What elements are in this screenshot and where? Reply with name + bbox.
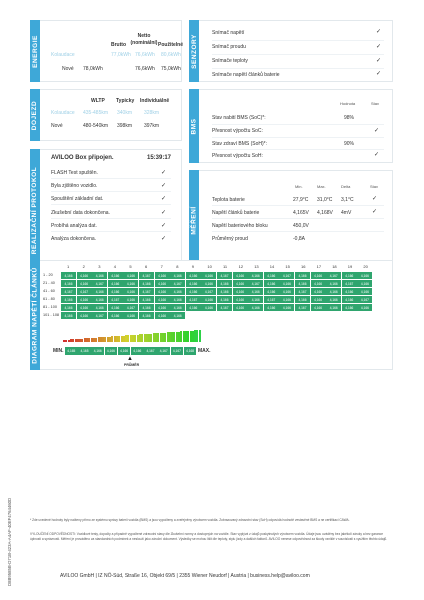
grid-cell: 4,166: [279, 280, 294, 287]
grid-column-header: 7: [160, 264, 163, 269]
grid-cell: 4,167: [295, 288, 310, 295]
grid-cell: 4,166: [186, 304, 201, 311]
diagram-tab: DIAGRAM NAPĚTÍ ČLÁNKŮ: [30, 260, 40, 370]
grid-cell: 4,166: [311, 288, 326, 295]
side-document-id: D8B9585B-D71B-423A-A4AF-40EF4764460D: [7, 497, 12, 586]
protocol-step: Probíhá analýza dat.: [51, 223, 97, 229]
grid-cell: 4,166: [123, 312, 138, 319]
grid-column-header: 18: [332, 264, 337, 269]
grid-cell: 4,166: [186, 288, 201, 295]
grid-cell: 4,166: [139, 280, 154, 287]
grid-column-header: 20: [363, 264, 368, 269]
grid-cell: 4,166: [342, 304, 357, 311]
energy-cell: 78,0kWh: [83, 66, 103, 72]
minmax-cell: 4,165: [65, 347, 78, 355]
grid-cell: 4,167: [186, 296, 201, 303]
grid-cell: 4,166: [108, 280, 123, 287]
min-label: MIN.: [53, 348, 64, 354]
grid-cell: 4,166: [264, 280, 279, 287]
check-icon: ✓: [374, 128, 380, 134]
protocol-step: Byla zjištěno vozidlo.: [51, 183, 98, 189]
grid-cell: 4,167: [77, 288, 92, 295]
minmax-cell: 4,167: [157, 347, 170, 355]
protocol-panel: [30, 149, 182, 271]
grid-cell: 4,167: [326, 272, 341, 279]
range-panel: [30, 89, 182, 141]
grid-cell: 4,167: [217, 272, 232, 279]
grid-cell: 4,166: [201, 296, 216, 303]
footnote-1: * Zde uvedené hodnoty byly načteny přímo ze systému správy baterií vozidla (BMS) a jsou vypočteny a zveřejněny výrobcem vozidla. Zobrazovaný zdravotní stav (SoH) odpovídá hodnotě vestavěné BMS a ne certifikaci CAWA.: [30, 518, 350, 522]
grid-cell: 4,166: [264, 304, 279, 311]
grid-column-header: 12: [238, 264, 244, 269]
energy-header-2: Netto (nominální): [130, 33, 158, 46]
grid-cell: 4,166: [77, 280, 92, 287]
grid-row-label: 101 - 108: [43, 313, 60, 317]
grid-cell: 4,167: [61, 288, 76, 295]
sensors-panel: [189, 20, 393, 82]
range-cell: 340km: [117, 110, 133, 116]
grid-cell: 4,166: [170, 304, 185, 311]
bms-item: Přesnost výpočtu SoC:: [212, 128, 263, 134]
grid-cell: 4,166: [342, 272, 357, 279]
grid-cell: 4,166: [61, 280, 76, 287]
meas-label: Teplota baterie: [212, 197, 245, 203]
grid-cell: 4,166: [77, 304, 92, 311]
check-icon: ✓: [376, 58, 382, 64]
max-label: MAX.: [198, 348, 211, 354]
grid-cell: 4,166: [295, 280, 310, 287]
marker-icon: ▲: [127, 356, 133, 362]
protocol-time: 15:39:17: [147, 155, 172, 161]
grid-cell: 4,166: [186, 280, 201, 287]
grid-cell: 4,166: [248, 304, 263, 311]
meas-header: Min.: [295, 184, 303, 189]
grid-cell: 4,166: [155, 312, 170, 319]
grid-cell: 4,166: [357, 272, 372, 279]
grid-cell: 4,166: [248, 272, 263, 279]
grid-cell: 4,167: [108, 296, 123, 303]
grid-column-header: 10: [207, 264, 212, 269]
grid-row-label: 61 - 80: [43, 297, 55, 301]
meas-value: 3,1°C: [341, 197, 354, 203]
meas-value: 31,0°C: [317, 197, 333, 203]
grid-cell: 4,166: [264, 272, 279, 279]
grid-cell: 4,166: [201, 280, 216, 287]
bms-item: Stav zdraví BMS (SoH)*:: [212, 141, 268, 147]
meas-header: Max.: [317, 184, 326, 189]
bms-header-status: Stav: [371, 101, 380, 106]
meas-value: 4,165V: [293, 210, 309, 216]
grid-cell: 4,166: [279, 296, 294, 303]
grid-cell: 4,166: [279, 288, 294, 295]
meas-header: Delta: [341, 184, 351, 189]
grid-cell: 4,167: [92, 312, 107, 319]
sensor-item: Snímač napětí: [212, 30, 245, 36]
grid-cell: 4,166: [326, 288, 341, 295]
grid-cell: 4,166: [217, 296, 232, 303]
footnote-2: VYLOUČENÍ ODPOVĚDNOSTI: Vozidlové testy, dopočty a případně vypočtené zdravotní stavy dle Zkušební normy a dostupných na vozidle. Stav vyplývá z údajů poskytnutých výrobcem vozidla. Údaje jsou uváděny bez jakékoli záruky a bez garance úplnosti a správnosti. Měření je prováděno za standardních podmínek a neslouží jako záruční dokument. Výsledky se mohou lišit dle teploty, stylu jízdy a dalších faktorů. AVILOO nenese odpovědnost za škody vzniklé v souvislosti s využitím těchto údajů.: [30, 532, 388, 541]
grid-cell: 4,167: [248, 280, 263, 287]
check-icon: ✓: [161, 223, 167, 229]
grid-cell: 4,166: [342, 288, 357, 295]
grid-cell: 4,166: [248, 296, 263, 303]
grid-cell: 4,166: [92, 304, 107, 311]
grid-cell: 4,166: [139, 296, 154, 303]
grid-cell: 4,166: [170, 296, 185, 303]
grid-cell: 4,166: [155, 296, 170, 303]
grid-cell: 4,166: [155, 280, 170, 287]
grid-cell: 4,166: [170, 312, 185, 319]
grid-cell: 4,166: [92, 272, 107, 279]
grid-cell: 4,166: [77, 272, 92, 279]
grid-column-header: 8: [176, 264, 179, 269]
grid-cell: 4,166: [311, 280, 326, 287]
grid-cell: 4,166: [77, 296, 92, 303]
grid-row-label: 81 - 100: [43, 305, 57, 309]
grid-cell: 4,166: [326, 304, 341, 311]
grid-cell: 4,167: [92, 280, 107, 287]
footer: AVILOO GmbH | IZ NÖ-Süd, Straße 16, Objekt 69/5 | 2355 Wiener Neudorf | Austria | business.help@aviloo.com: [60, 573, 310, 579]
grid-cell: 4,166: [170, 288, 185, 295]
minmax-cell: 4,166: [118, 347, 131, 355]
range-cell: 398km: [117, 123, 133, 129]
grid-row-label: 21 - 40: [43, 281, 55, 285]
energy-panel: [30, 20, 182, 82]
grid-column-header: 11: [223, 264, 228, 269]
grid-cell: 4,166: [108, 272, 123, 279]
grid-cell: 4,166: [326, 280, 341, 287]
grid-cell: 4,166: [357, 288, 372, 295]
grid-cell: 4,166: [61, 296, 76, 303]
grid-cell: 4,167: [123, 304, 138, 311]
grid-column-header: 2: [82, 264, 85, 269]
grid-row-label: 1 - 20: [43, 273, 53, 277]
grid-column-header: 13: [254, 264, 259, 269]
grid-cell: 4,167: [201, 288, 216, 295]
energy-cell: 75,0kWh: [161, 66, 181, 72]
bms-header-value: Hodnota: [340, 101, 356, 106]
bms-panel: [189, 89, 393, 163]
grid-column-header: 9: [191, 264, 195, 269]
check-icon: ✓: [372, 196, 378, 202]
grid-cell: 4,167: [357, 296, 372, 303]
minmax-cell: 4,168: [184, 347, 197, 355]
grid-cell: 4,166: [139, 304, 154, 311]
grid-cell: 4,166: [326, 296, 341, 303]
grid-cell: 4,167: [139, 272, 154, 279]
sensors-tab: SENZORY: [189, 20, 199, 82]
energy-header-1: Brutto: [111, 42, 126, 48]
grid-column-header: 15: [285, 264, 290, 269]
grid-cell: 4,166: [357, 280, 372, 287]
grid-cell: 4,166: [61, 272, 76, 279]
bms-value: 98%: [344, 115, 355, 121]
protocol-tab: REALIZAČNÍ PROTOKOL: [30, 149, 40, 271]
grid-cell: 4,166: [170, 272, 185, 279]
grid-cell: 4,166: [201, 272, 216, 279]
grid-column-header: 4: [113, 264, 117, 269]
bms-tab: BMS: [189, 89, 199, 163]
bms-item: Přesnost výpočtu SoH:: [212, 153, 263, 159]
minmax-cell: 4,165: [78, 347, 91, 355]
diagram-panel: [30, 260, 393, 370]
grid-column-header: 14: [269, 264, 275, 269]
protocol-step: Analýza dokončena.: [51, 236, 97, 242]
protocol-title: AVILOO Box připojen.: [51, 155, 114, 161]
sensor-item: Snímač proudu: [212, 44, 246, 50]
grid-cell: 4,166: [123, 272, 138, 279]
check-icon: ✓: [161, 196, 167, 202]
grid-cell: 4,166: [108, 304, 123, 311]
meas-label: Napětí článků baterie: [212, 210, 260, 216]
grid-cell: 4,166: [92, 288, 107, 295]
grid-cell: 4,166: [295, 272, 310, 279]
gauge-segment: [199, 330, 201, 342]
grid-cell: 4,166: [123, 288, 138, 295]
grid-cell: 4,166: [108, 288, 123, 295]
grid-column-header: 5: [129, 264, 132, 269]
grid-cell: 4,167: [342, 280, 357, 287]
check-icon: ✓: [376, 29, 382, 35]
energy-cell: 76,6kWh: [135, 52, 155, 58]
meas-value: 4mV: [341, 210, 352, 216]
check-icon: ✓: [161, 236, 167, 242]
minmax-cell: 4,167: [144, 347, 157, 355]
energy-header-3: Použitelné: [158, 42, 184, 48]
marker-label: PRŮMĚR: [124, 363, 140, 367]
grid-cell: 4,166: [123, 280, 138, 287]
meas-value: 450,0V: [293, 223, 309, 229]
sensor-item: Snímače napětí článků baterie: [212, 72, 280, 78]
grid-column-header: 19: [347, 264, 353, 269]
measurements-panel: [189, 170, 393, 271]
check-icon: ✓: [161, 183, 167, 189]
check-icon: ✓: [372, 209, 378, 215]
grid-cell: 4,166: [155, 288, 170, 295]
energy-cell: 77,0kWh: [111, 52, 131, 58]
grid-cell: 4,166: [123, 296, 138, 303]
grid-cell: 4,167: [139, 288, 154, 295]
check-icon: ✓: [374, 152, 380, 158]
meas-header: Stav: [370, 184, 379, 189]
grid-cell: 4,166: [279, 304, 294, 311]
minmax-cell: 4,166: [91, 347, 104, 355]
grid-cell: 4,166: [217, 288, 232, 295]
meas-value: 27,9°C: [293, 197, 309, 203]
grid-cell: 4,166: [357, 304, 372, 311]
grid-column-header: 3: [98, 264, 101, 269]
range-header-2: Typicky: [116, 98, 135, 104]
range-header-3: Individuálně: [140, 98, 170, 104]
bms-item: Stav nabití BMS (SoC)*:: [212, 115, 266, 121]
bms-value: 90%: [344, 141, 355, 147]
grid-cell: 4,166: [155, 272, 170, 279]
grid-cell: 4,167: [295, 304, 310, 311]
meas-label: Průměrný proud: [212, 236, 248, 242]
grid-cell: 4,166: [61, 304, 76, 311]
range-cell: 480-540km: [83, 123, 109, 129]
grid-column-header: 17: [316, 264, 322, 269]
grid-cell: 4,167: [170, 280, 185, 287]
grid-column-header: 6: [145, 264, 148, 269]
grid-cell: 4,166: [311, 272, 326, 279]
grid-cell: 4,167: [279, 272, 294, 279]
protocol-step: FLASH Test spuštěn.: [51, 170, 98, 176]
grid-cell: 4,167: [217, 304, 232, 311]
grid-cell: 4,166: [233, 280, 248, 287]
range-header-1: WLTP: [91, 98, 105, 104]
grid-cell: 4,166: [155, 304, 170, 311]
energy-row-label: Kolaudace: [51, 52, 75, 58]
energy-cell: 80,6kWh: [161, 52, 181, 58]
check-icon: ✓: [161, 170, 167, 176]
grid-cell: 4,166: [295, 296, 310, 303]
grid-cell: 4,166: [92, 296, 107, 303]
range-row-label: Nové: [51, 123, 63, 129]
check-icon: ✓: [376, 44, 382, 50]
check-icon: ✓: [376, 71, 382, 77]
grid-cell: 4,166: [248, 288, 263, 295]
measurements-tab: MĚŘENÍ: [189, 170, 199, 271]
meas-value: -0,8A: [293, 236, 305, 242]
grid-cell: 4,166: [233, 304, 248, 311]
range-tab: DOJEZD: [30, 89, 40, 141]
meas-label: Napětí bateriového bloku: [212, 223, 268, 229]
energy-tab: ENERGIE: [30, 20, 40, 82]
grid-cell: 4,166: [201, 304, 216, 311]
grid-cell: 4,166: [233, 288, 248, 295]
grid-cell: 4,166: [311, 296, 326, 303]
minmax-cell: 4,166: [131, 347, 144, 355]
grid-cell: 4,166: [108, 312, 123, 319]
grid-cell: 4,166: [264, 288, 279, 295]
energy-cell: 76,6kWh: [135, 66, 155, 72]
grid-cell: 4,166: [61, 312, 76, 319]
grid-row-label: 41 - 60: [43, 289, 55, 293]
range-cell: 328km: [144, 110, 160, 116]
grid-column-header: 1: [67, 264, 70, 269]
range-cell: 435-485km: [83, 110, 109, 116]
grid-cell: 4,166: [186, 272, 201, 279]
grid-cell: 4,166: [77, 312, 92, 319]
meas-value: 4,168V: [317, 210, 333, 216]
grid-cell: 4,166: [139, 312, 154, 319]
protocol-step: Spouštění základní dat.: [51, 196, 104, 202]
protocol-step: Zkušební data dokončena.: [51, 210, 110, 216]
range-row-label: Kolaudace: [51, 110, 75, 116]
grid-cell: 4,167: [264, 296, 279, 303]
minmax-cell: 4,166: [105, 347, 118, 355]
grid-cell: 4,166: [233, 272, 248, 279]
minmax-cell: 4,167: [171, 347, 184, 355]
grid-cell: 4,166: [311, 304, 326, 311]
grid-cell: 4,166: [342, 296, 357, 303]
check-icon: ✓: [161, 210, 167, 216]
grid-cell: 4,166: [233, 296, 248, 303]
grid-column-header: 16: [301, 264, 306, 269]
sensor-item: Snímače teploty: [212, 58, 248, 64]
grid-cell: 4,166: [217, 280, 232, 287]
range-cell: 397km: [144, 123, 160, 129]
energy-row-label: Nové: [62, 66, 74, 72]
